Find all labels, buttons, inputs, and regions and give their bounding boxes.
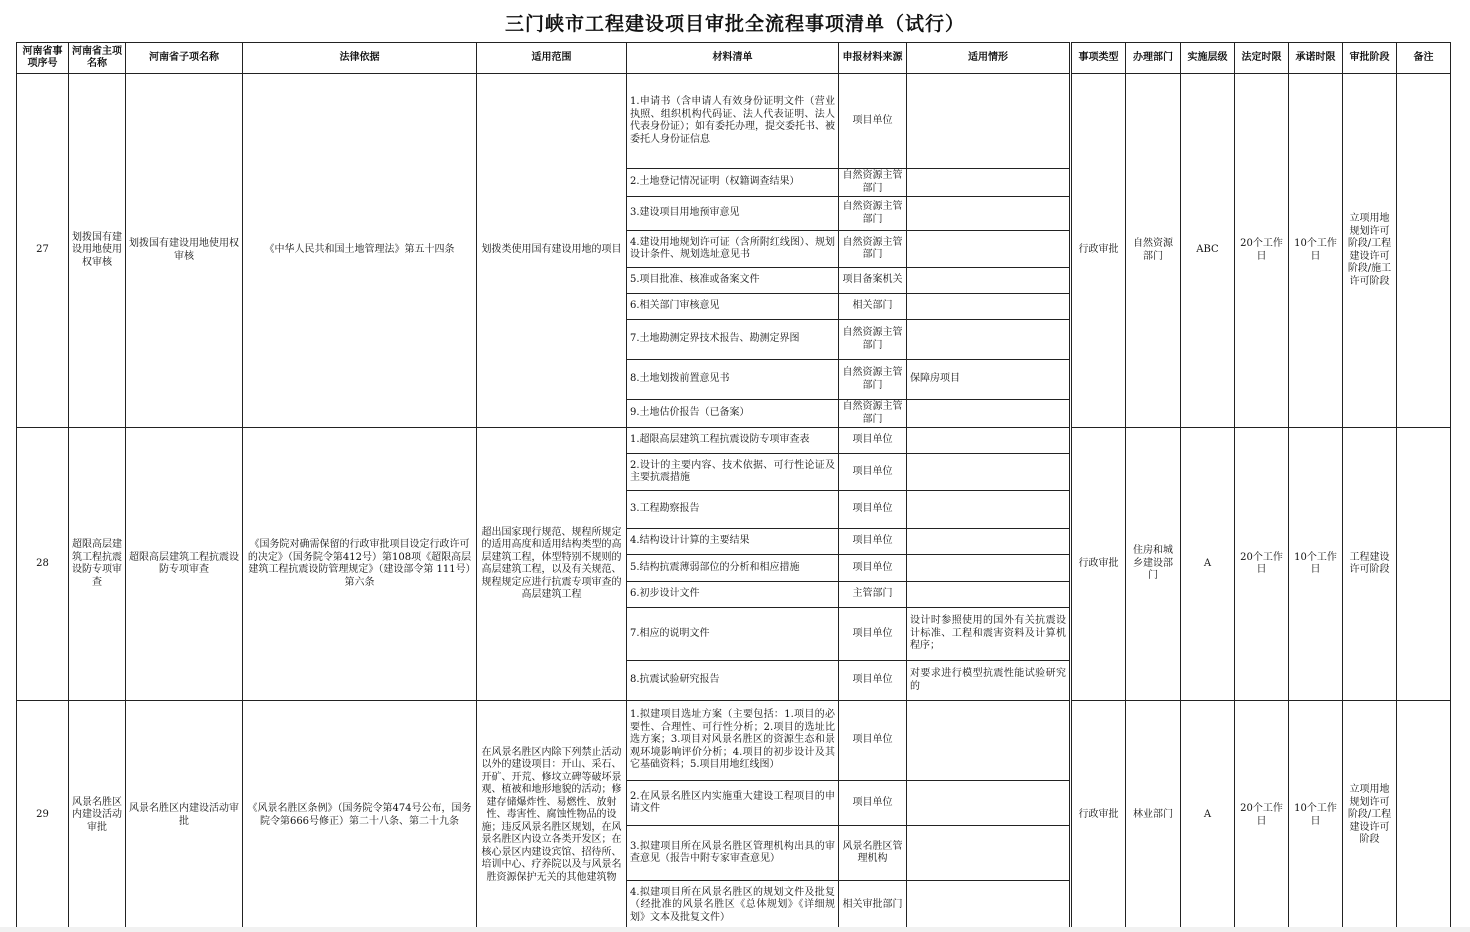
material-source: 项目备案机关 — [839, 268, 907, 294]
table-row — [17, 428, 1451, 454]
material-situation — [907, 454, 1071, 491]
material-source: 项目单位 — [839, 74, 907, 169]
material-source: 自然资源主管部门 — [839, 400, 907, 428]
material-text: 4.拟建项目所在风景名胜区的规划文件及批复（经批准的风景名胜区《总体规划》《详细规划》文本及批复文件） — [627, 881, 839, 931]
item-sub-name: 超限高层建筑工程抗震设防专项审查 — [126, 428, 243, 701]
header-legal: 法律依据 — [243, 43, 477, 74]
material-source: 自然资源主管部门 — [839, 197, 907, 231]
material-text: 3.工程勘察报告 — [627, 491, 839, 529]
document-title: 三门峡市工程建设项目审批全流程事项清单（试行） — [504, 13, 965, 35]
material-source: 自然资源主管部门 — [839, 360, 907, 400]
material-situation — [907, 428, 1071, 454]
material-text: 5.项目批准、核准或备案文件 — [627, 268, 839, 294]
material-text: 4.建设用地规划许可证（含所附红线图）、规划设计条件、规划选址意见书 — [627, 231, 839, 268]
item-seq: 29 — [17, 701, 69, 931]
material-situation — [907, 781, 1071, 826]
header-situation: 适用情形 — [907, 43, 1071, 74]
material-text: 4.结构设计计算的主要结果 — [627, 529, 839, 555]
header-stage: 审批阶段 — [1343, 43, 1397, 74]
item-seq: 28 — [17, 428, 69, 701]
header-scope: 适用范围 — [477, 43, 627, 74]
material-source: 项目单位 — [839, 608, 907, 661]
material-source: 项目单位 — [839, 555, 907, 582]
material-source: 自然资源主管部门 — [839, 320, 907, 360]
material-text: 1.拟建项目选址方案（主要包括：1.项目的必要性、合理性、可行性分析；2.项目的选址比选方案；3.项目对风景名胜区的资源生态和景观环境影响评价分析；4.项目的初步设计及其它基础资料；5.项目用地红线图） — [627, 701, 839, 781]
material-source: 项目单位 — [839, 661, 907, 701]
table-body — [17, 74, 1451, 931]
item-legal-time: 20个工作日 — [1235, 701, 1289, 931]
table-row — [17, 74, 1451, 169]
item-scope: 在风景名胜区内除下列禁止活动以外的建设项目：开山、采石、开矿、开荒、修坟立碑等破坏景观、植被和地形地貌的活动；修建存储爆炸性、易燃性、放射性、毒害性、腐蚀性物品的设施；违反风景名胜区规划，在风景名胜区内设立各类开发区；在核心景区内建设宾馆、招待所、培训中心、疗养院以及与风景名胜资源保护无关的其他建筑物 — [477, 701, 627, 931]
header-seq: 河南省事项序号 — [17, 43, 69, 74]
header-dept: 办理部门 — [1126, 43, 1181, 74]
material-source: 主管部门 — [839, 582, 907, 608]
material-situation: 对要求进行模型抗震性能试验研究的 — [907, 661, 1071, 701]
header-main-name: 河南省主项名称 — [69, 43, 126, 74]
material-source: 风景名胜区管理机构 — [839, 826, 907, 881]
item-stage: 立项用地规划许可阶段/工程建设许可阶段/施工许可阶段 — [1343, 74, 1397, 428]
material-situation — [907, 169, 1071, 197]
item-legal-basis: 《中华人民共和国土地管理法》第五十四条 — [243, 74, 477, 428]
header-source: 申报材料来源 — [839, 43, 907, 74]
header-row — [17, 43, 1451, 74]
material-situation — [907, 74, 1071, 169]
table-row — [17, 701, 1451, 781]
header-promise-time: 承诺时限 — [1289, 43, 1343, 74]
material-source: 项目单位 — [839, 428, 907, 454]
material-text: 8.土地划拨前置意见书 — [627, 360, 839, 400]
item-dept: 自然资源部门 — [1126, 74, 1181, 428]
material-source: 自然资源主管部门 — [839, 169, 907, 197]
material-source: 项目单位 — [839, 701, 907, 781]
item-sub-name: 划拨国有建设用地使用权审核 — [126, 74, 243, 428]
item-legal-time: 20个工作日 — [1235, 428, 1289, 701]
material-text: 2.设计的主要内容、技术依据、可行性论证及主要抗震措施 — [627, 454, 839, 491]
material-source: 相关部门 — [839, 294, 907, 320]
material-text: 1.超限高层建筑工程抗震设防专项审查表 — [627, 428, 839, 454]
item-sub-name: 风景名胜区内建设活动审批 — [126, 701, 243, 931]
material-text: 2.土地登记情况证明（权籍调查结果） — [627, 169, 839, 197]
material-situation — [907, 582, 1071, 608]
item-promise-time: 10个工作日 — [1289, 701, 1343, 931]
material-source: 自然资源主管部门 — [839, 231, 907, 268]
material-situation — [907, 491, 1071, 529]
item-stage: 立项用地规划许可阶段/工程建设许可阶段 — [1343, 701, 1397, 931]
item-level: A — [1181, 701, 1235, 931]
material-situation — [907, 529, 1071, 555]
material-situation — [907, 320, 1071, 360]
item-type: 行政审批 — [1071, 428, 1126, 701]
material-text: 9.土地估价报告（已备案） — [627, 400, 839, 428]
material-text: 6.相关部门审核意见 — [627, 294, 839, 320]
item-remark — [1397, 701, 1451, 931]
material-source: 项目单位 — [839, 529, 907, 555]
material-situation — [907, 268, 1071, 294]
material-source: 相关审批部门 — [839, 881, 907, 931]
material-text: 3.建设项目用地预审意见 — [627, 197, 839, 231]
material-source: 项目单位 — [839, 454, 907, 491]
material-text: 7.相应的说明文件 — [627, 608, 839, 661]
material-source: 项目单位 — [839, 491, 907, 529]
material-text: 6.初步设计文件 — [627, 582, 839, 608]
material-situation — [907, 294, 1071, 320]
item-scope: 超出国家现行规范、规程所规定的适用高度和适用结构类型的高层建筑工程，体型特别不规则的高层建筑工程，以及有关规范、规程规定应进行抗震专项审查的高层建筑工程 — [477, 428, 627, 701]
material-situation — [907, 231, 1071, 268]
material-situation — [907, 701, 1071, 781]
item-remark — [1397, 428, 1451, 701]
item-stage: 工程建设许可阶段 — [1343, 428, 1397, 701]
material-situation — [907, 555, 1071, 582]
material-text: 2.在风景名胜区内实施重大建设工程项目的申请文件 — [627, 781, 839, 826]
item-main-name: 风景名胜区内建设活动审批 — [69, 701, 126, 931]
material-situation — [907, 826, 1071, 881]
material-text: 7.土地勘测定界技术报告、勘测定界图 — [627, 320, 839, 360]
material-situation — [907, 881, 1071, 931]
item-main-name: 划拨国有建设用地使用权审核 — [69, 74, 126, 428]
item-type: 行政审批 — [1071, 74, 1126, 428]
header-remark: 备注 — [1397, 43, 1451, 74]
material-situation: 保障房项目 — [907, 360, 1071, 400]
item-promise-time: 10个工作日 — [1289, 74, 1343, 428]
material-text: 1.申请书（含申请人有效身份证明文件（营业执照、组织机构代码证、法人代表证明、法人代表身份证）；如有委托办理，提交委托书、被委托人身份证信息 — [627, 74, 839, 169]
item-legal-basis: 《国务院对确需保留的行政审批项目设定行政许可的决定》（国务院令第412号）第108项《超限高层建筑工程抗震设防管理规定》（建设部令第 111号）第六条 — [243, 428, 477, 701]
item-main-name: 超限高层建筑工程抗震设防专项审查 — [69, 428, 126, 701]
header-sub-name: 河南省子项名称 — [126, 43, 243, 74]
material-situation — [907, 197, 1071, 231]
item-legal-time: 20个工作日 — [1235, 74, 1289, 428]
header-level: 实施层级 — [1181, 43, 1235, 74]
item-remark — [1397, 74, 1451, 428]
item-promise-time: 10个工作日 — [1289, 428, 1343, 701]
approval-items-table — [16, 42, 1451, 931]
material-source: 项目单位 — [839, 781, 907, 826]
header-materials: 材料清单 — [627, 43, 839, 74]
item-legal-basis: 《风景名胜区条例》（国务院令第474号公布，国务院令第666号修正）第二十八条、第二十九条 — [243, 701, 477, 931]
item-level: ABC — [1181, 74, 1235, 428]
item-dept: 住房和城乡建设部门 — [1126, 428, 1181, 701]
material-text: 8.抗震试验研究报告 — [627, 661, 839, 701]
material-text: 5.结构抗震薄弱部位的分析和相应措施 — [627, 555, 839, 582]
item-type: 行政审批 — [1071, 701, 1126, 931]
item-level: A — [1181, 428, 1235, 701]
page-bottom-edge — [0, 927, 1470, 932]
item-dept: 林业部门 — [1126, 701, 1181, 931]
material-text: 3.拟建项目所在风景名胜区管理机构出具的审查意见（报告中附专家审查意见） — [627, 826, 839, 881]
header-type: 事项类型 — [1071, 43, 1126, 74]
material-situation — [907, 400, 1071, 428]
material-situation: 设计时参照使用的国外有关抗震设计标准、工程和震害资料及计算机程序； — [907, 608, 1071, 661]
item-seq: 27 — [17, 74, 69, 428]
item-scope: 划拨类使用国有建设用地的项目 — [477, 74, 627, 428]
header-legal-time: 法定时限 — [1235, 43, 1289, 74]
